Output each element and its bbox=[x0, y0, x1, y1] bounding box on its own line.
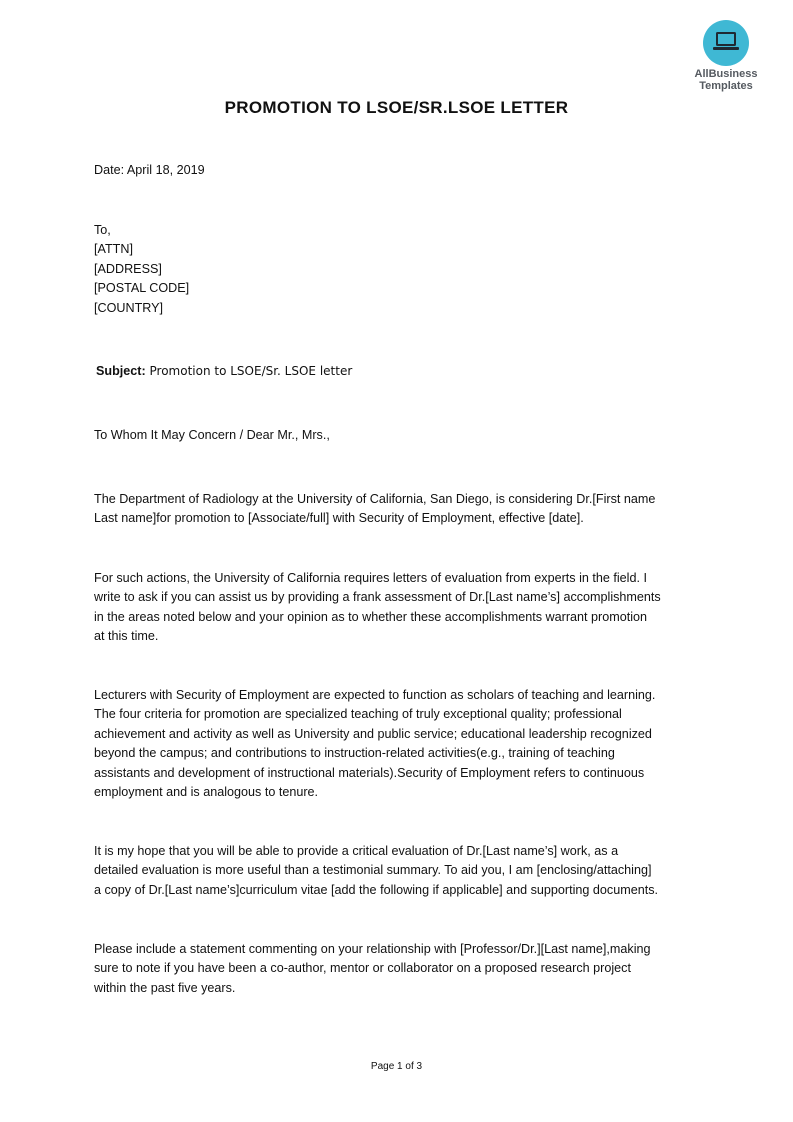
paragraph bbox=[94, 490, 709, 529]
recipient-address bbox=[94, 221, 714, 318]
address-line: [POSTAL CODE] bbox=[94, 281, 190, 296]
laptop-icon bbox=[712, 31, 740, 53]
page-title: PROMOTION TO LSOE/SR.LSOE LETTER bbox=[224, 98, 569, 117]
paragraph-line: beyond the campus; and contributions to instruction-related activities(e.g., training of teaching bbox=[94, 746, 615, 761]
paragraph bbox=[94, 686, 704, 802]
allbusiness-logo bbox=[690, 20, 762, 92]
address-line: [ADDRESS] bbox=[94, 261, 162, 276]
paragraph bbox=[94, 842, 709, 900]
paragraph-line: It is my hope that you will be able to provide a critical evaluation of Dr.[Last name’s] work, as a bbox=[94, 844, 619, 858]
subject-line bbox=[96, 362, 716, 381]
address-line: [ATTN] bbox=[94, 242, 133, 257]
paragraph-line: in the areas noted below and your opinion as to whether these accomplishments warrant promotion bbox=[94, 609, 648, 624]
paragraph bbox=[94, 940, 704, 998]
salutation: To Whom It May Concern / Dear Mr., Mrs., bbox=[94, 428, 330, 442]
paragraph-line: assistants and development of instructional materials).Security of Employment refers to continuous bbox=[94, 765, 645, 780]
paragraph-line: employment and is analogous to tenure. bbox=[94, 785, 319, 800]
address-line: To, bbox=[94, 223, 111, 237]
page-number: Page 1 of 3 bbox=[370, 1061, 423, 1072]
address-line: [COUNTRY] bbox=[94, 300, 164, 315]
paragraph-line: Please include a statement commenting on your relationship with [Professor/Dr.][Last name],making bbox=[94, 942, 651, 956]
paragraph-line: write to ask if you can assist us by providing a frank assessment of Dr.[Last name’s] accomplishments bbox=[94, 590, 661, 605]
paragraph-line: The Department of Radiology at the University of California, San Diego, is considering Dr.[First name bbox=[94, 492, 656, 506]
paragraph bbox=[94, 569, 699, 647]
paragraph-line: sure to note if you have been a co-author, mentor or collaborator on a proposed research project bbox=[94, 961, 631, 976]
logo-line-1: AllBusiness bbox=[694, 68, 758, 80]
paragraph-line: Last name]for promotion to [Associate/full] with Security of Employment, effective [date]. bbox=[94, 511, 584, 526]
letter-date: Date: April 18, 2019 bbox=[94, 163, 205, 177]
subject-text: Promotion to LSOE/Sr. LSOE letter bbox=[145, 364, 353, 378]
paragraph-line: achievement and activity as well as University and public service; educational leadership recognized bbox=[94, 726, 652, 741]
paragraph-line: a copy of Dr.[Last name’s]curriculum vitae [add the following if applicable] and supporting documents. bbox=[94, 882, 659, 897]
logo-badge bbox=[703, 20, 749, 66]
paragraph-line: The four criteria for promotion are specialized teaching of truly exceptional quality; professional bbox=[94, 707, 622, 722]
logo-line-2: Templates bbox=[699, 80, 753, 92]
subject-label: Subject: bbox=[96, 364, 146, 378]
logo-text bbox=[690, 68, 762, 92]
paragraph-line: at this time. bbox=[94, 629, 159, 644]
paragraph-line: For such actions, the University of California requires letters of evaluation from experts in the field. I bbox=[94, 571, 647, 585]
paragraph-line: detailed evaluation is more useful than a testimonial summary. To aid you, I am [enclosing/attaching] bbox=[94, 863, 652, 878]
paragraph-line: Lecturers with Security of Employment are expected to function as scholars of teaching and learning. bbox=[94, 688, 656, 702]
paragraph-line: within the past five years. bbox=[94, 980, 236, 995]
